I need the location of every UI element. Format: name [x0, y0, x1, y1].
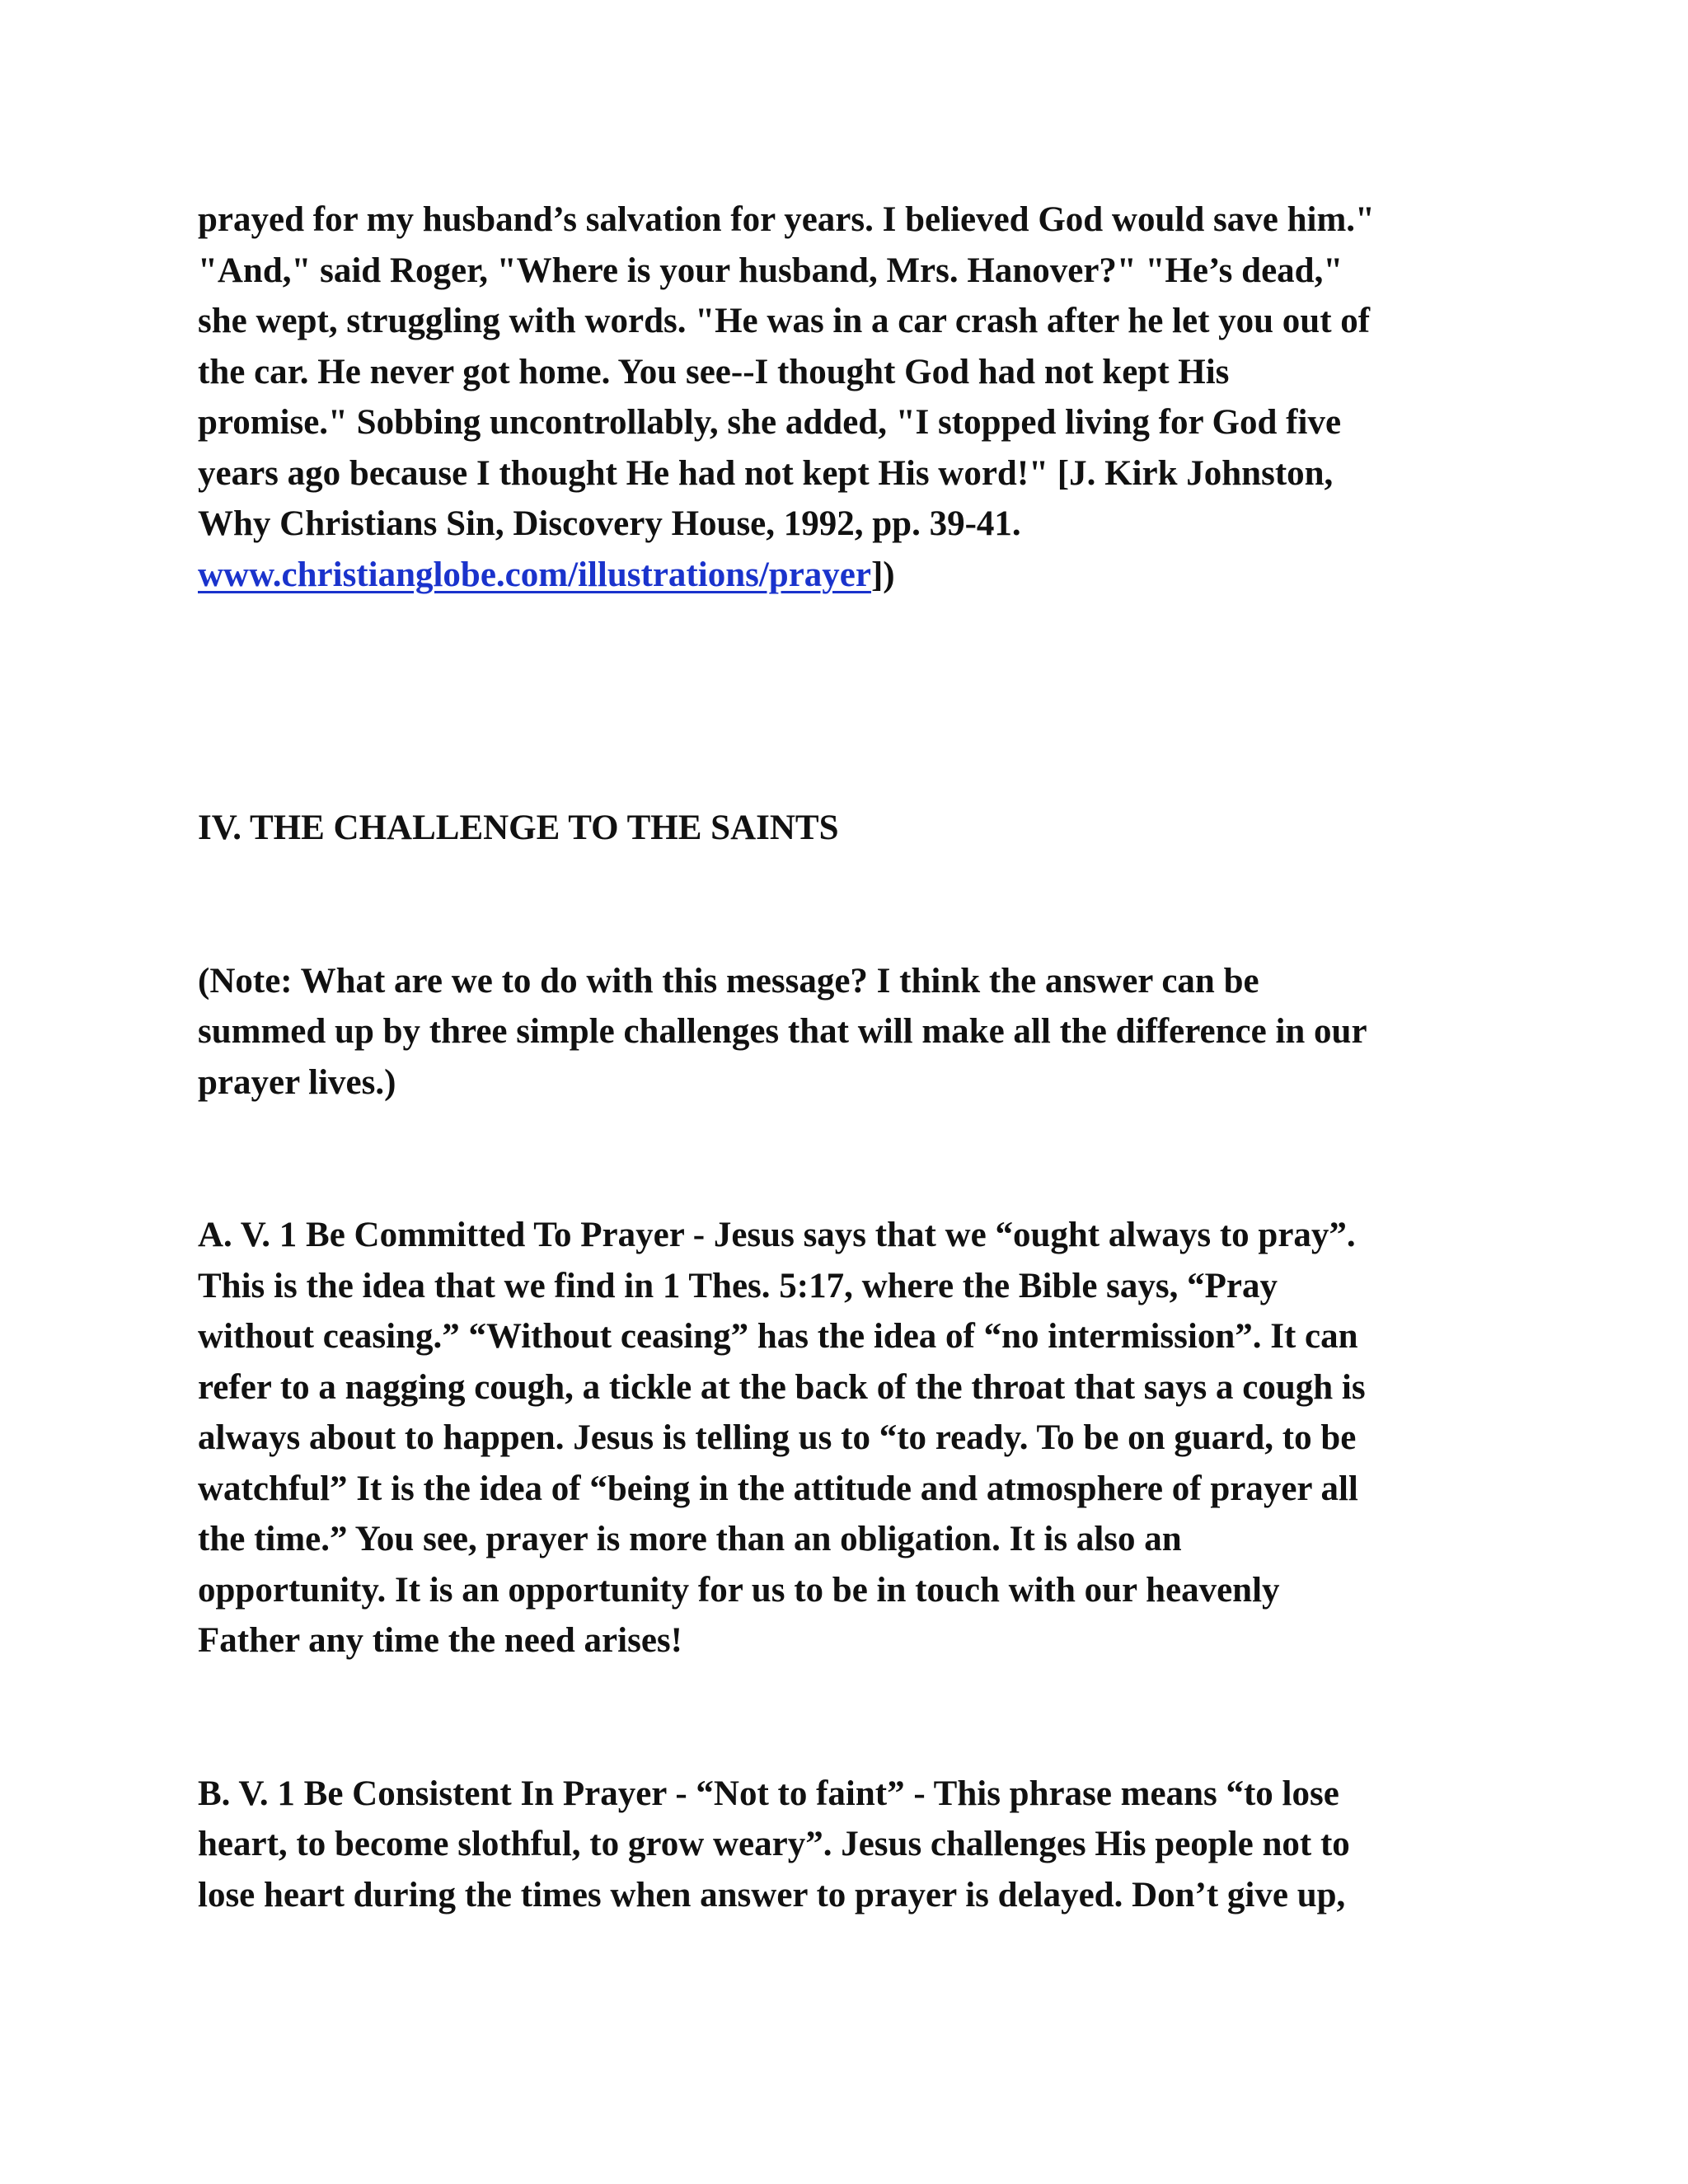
- text-line: prayer lives.): [198, 1062, 396, 1102]
- text-line: opportunity. It is an opportunity for us to be in touch with our heavenly: [198, 1570, 1280, 1610]
- text-line: "And," said Roger, "Where is your husband, Mrs. Hanover?" "He’s dead,": [198, 251, 1343, 290]
- text-line: lose heart during the times when answer to prayer is delayed. Don’t give up,: [198, 1875, 1346, 1915]
- text-line: watchful” It is the idea of “being in the attitude and atmosphere of prayer all: [198, 1469, 1358, 1508]
- heading-text: IV. THE CHALLENGE TO THE SAINTS: [198, 808, 839, 847]
- text-line: the time.” You see, prayer is more than an obligation. It is also an: [198, 1520, 1182, 1558]
- text-line: heart, to become slothful, to grow weary”. Jesus challenges His people not to: [198, 1825, 1350, 1863]
- paragraph-point-b: [198, 1769, 1500, 1921]
- spacer: [198, 1666, 1500, 1769]
- text-line: B. V. 1 Be Consistent In Prayer - “Not to faint” - This phrase means “to lose: [198, 1774, 1339, 1813]
- text-line: years ago because I thought He had not kept His word!" [J. Kirk Johnston,: [198, 453, 1334, 493]
- spacer: [198, 600, 1500, 803]
- text-line: This is the idea that we find in 1 Thes. 5:17, where the Bible says, “Pray: [198, 1266, 1278, 1305]
- source-suffix: ]): [870, 555, 895, 594]
- text-line: summed up by three simple challenges that will make all the difference in our: [198, 1012, 1367, 1051]
- paragraph-illustration: [198, 194, 1500, 600]
- source-link[interactable]: www.christianglobe.com/illustrations/prayer: [198, 555, 871, 594]
- section-heading: [198, 803, 1500, 854]
- text-line: A. V. 1 Be Committed To Prayer - Jesus says that we “ought always to pray”.: [198, 1216, 1356, 1254]
- spacer: [198, 1108, 1500, 1210]
- text-line: (Note: What are we to do with this message? I think the answer can be: [198, 961, 1259, 1001]
- paragraph-note: [198, 956, 1500, 1108]
- text-line: promise." Sobbing uncontrollably, she added, "I stopped living for God five: [198, 403, 1342, 442]
- text-line: always about to happen. Jesus is telling us to “to ready. To be on guard, to be: [198, 1418, 1357, 1457]
- text-line: prayed for my husband’s salvation for years. I believed God would save him.": [198, 200, 1375, 239]
- document-body: [198, 194, 1500, 1920]
- source-line: [198, 550, 1500, 601]
- text-line: without ceasing.” “Without ceasing” has the idea of “no intermission”. It can: [198, 1317, 1358, 1356]
- text-line: refer to a nagging cough, a tickle at the back of the throat that says a cough is: [198, 1367, 1366, 1407]
- text-line: the car. He never got home. You see--I thought God had not kept His: [198, 352, 1230, 391]
- spacer: [198, 854, 1500, 956]
- paragraph-point-a: [198, 1210, 1500, 1666]
- text-line: she wept, struggling with words. "He was in a car crash after he let you out of: [198, 302, 1371, 340]
- text-line: Father any time the need arises!: [198, 1621, 682, 1660]
- text-line: Why Christians Sin, Discovery House, 1992, pp. 39-41.: [198, 504, 1021, 543]
